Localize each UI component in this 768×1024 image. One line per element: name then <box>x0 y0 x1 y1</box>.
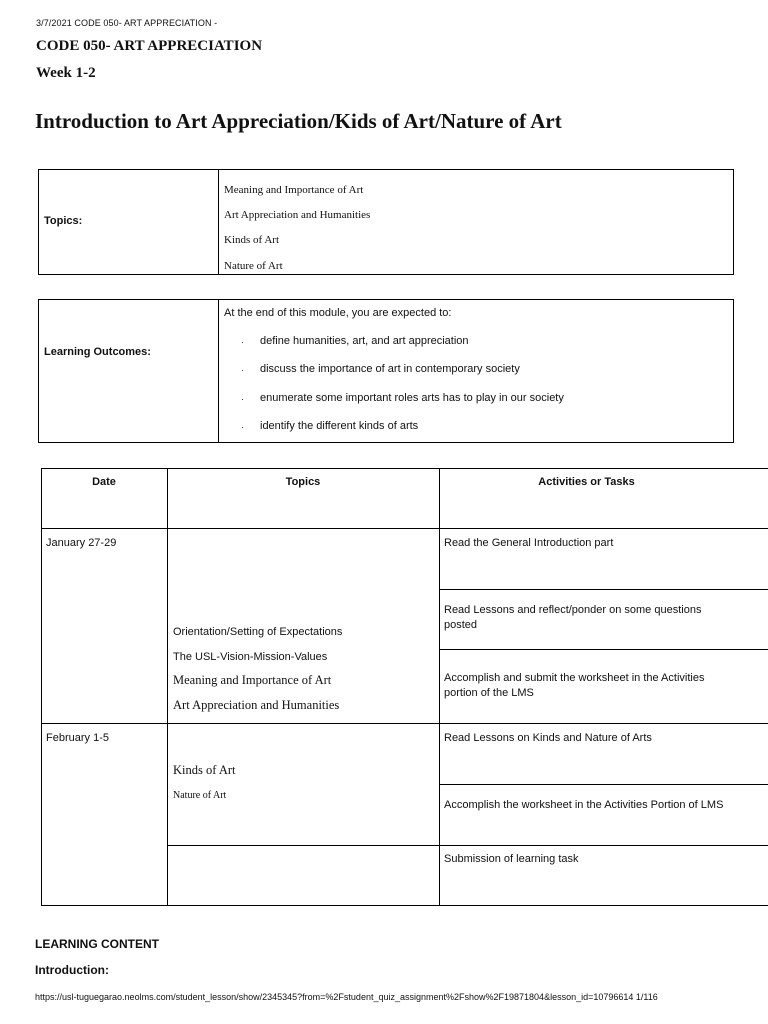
topic-item: Meaning and Importance of Art <box>224 184 364 196</box>
row-topic: Art Appreciation and Humanities <box>173 698 340 712</box>
table-border-left <box>41 468 42 906</box>
row-task: Accomplish the worksheet in the Activities Portion of LMS <box>444 799 724 811</box>
column-header-date: Date <box>92 476 116 488</box>
learning-outcomes-intro: At the end of this module, you are expected to: <box>224 307 452 319</box>
course-title: CODE 050- ART APPRECIATION <box>36 38 263 54</box>
topic-item: Art Appreciation and Humanities <box>224 209 371 221</box>
topics-label: Topics: <box>44 215 83 227</box>
page-title: Introduction to Art Appreciation/Kids of Art/Nature of Art <box>35 109 562 133</box>
topics-box <box>38 169 734 275</box>
task-divider <box>439 649 768 650</box>
learning-outcomes-label: Learning Outcomes: <box>44 346 151 358</box>
row-topic: The USL-Vision-Mission-Values <box>173 651 328 663</box>
topic-item: Nature of Art <box>224 260 283 272</box>
learning-outcomes-divider <box>218 300 219 442</box>
row-task: Submission of learning task <box>444 853 579 865</box>
column-header-topics: Topics <box>285 476 321 488</box>
task-divider <box>439 589 768 590</box>
row-date: January 27-29 <box>46 537 117 549</box>
task-divider <box>167 845 768 846</box>
bullet-icon: · <box>241 365 244 375</box>
table-border-top <box>41 468 768 469</box>
print-header: 3/7/2021 CODE 050- ART APPRECIATION - <box>36 18 218 28</box>
row-topic: Orientation/Setting of Expectations <box>173 626 343 638</box>
column-header-activities: Activities or Tasks <box>538 476 635 488</box>
row-topic: Nature of Art <box>173 790 227 801</box>
learning-outcome-item: identify the different kinds of arts <box>260 420 419 432</box>
row-task: Read the General Introduction part <box>444 537 614 549</box>
learning-outcome-item: discuss the importance of art in contemporary society <box>260 363 520 375</box>
learning-outcomes-box <box>38 299 734 443</box>
row-task: Read Lessons on Kinds and Nature of Arts <box>444 732 652 744</box>
row-topic: Kinds of Art <box>173 763 236 777</box>
table-header-divider <box>41 528 768 529</box>
bullet-icon: · <box>241 422 244 432</box>
table-border-bottom <box>41 905 768 906</box>
row-topic: Meaning and Importance of Art <box>173 673 332 687</box>
schedule-table <box>41 468 768 906</box>
table-row-divider <box>41 723 768 724</box>
learning-outcome-item: enumerate some important roles arts has to play in our society <box>260 392 564 404</box>
topic-item: Kinds of Art <box>224 234 279 246</box>
footer-url: https://usl-tuguegarao.neolms.com/student_lesson/show/2345345?from=%2Fstudent_quiz_assignment%2Fshow%2F19871804&lesson_id=10796614 1/116 <box>35 992 658 1002</box>
learning-outcome-item: define humanities, art, and art appreciation <box>260 335 469 347</box>
introduction-heading: Introduction: <box>35 963 109 977</box>
table-column-divider <box>439 468 440 906</box>
topics-box-divider <box>218 170 219 274</box>
row-task: Read Lessons and reflect/ponder on some questions posted <box>444 604 702 631</box>
bullet-icon: · <box>241 394 244 404</box>
learning-content-heading: LEARNING CONTENT <box>35 937 159 951</box>
row-task: Accomplish and submit the worksheet in the Activities portion of the LMS <box>444 672 705 699</box>
task-divider <box>439 784 768 785</box>
week-label: Week 1-2 <box>36 65 96 81</box>
row-date: February 1-5 <box>46 732 109 744</box>
table-column-divider <box>167 468 168 906</box>
bullet-icon: · <box>241 337 244 347</box>
